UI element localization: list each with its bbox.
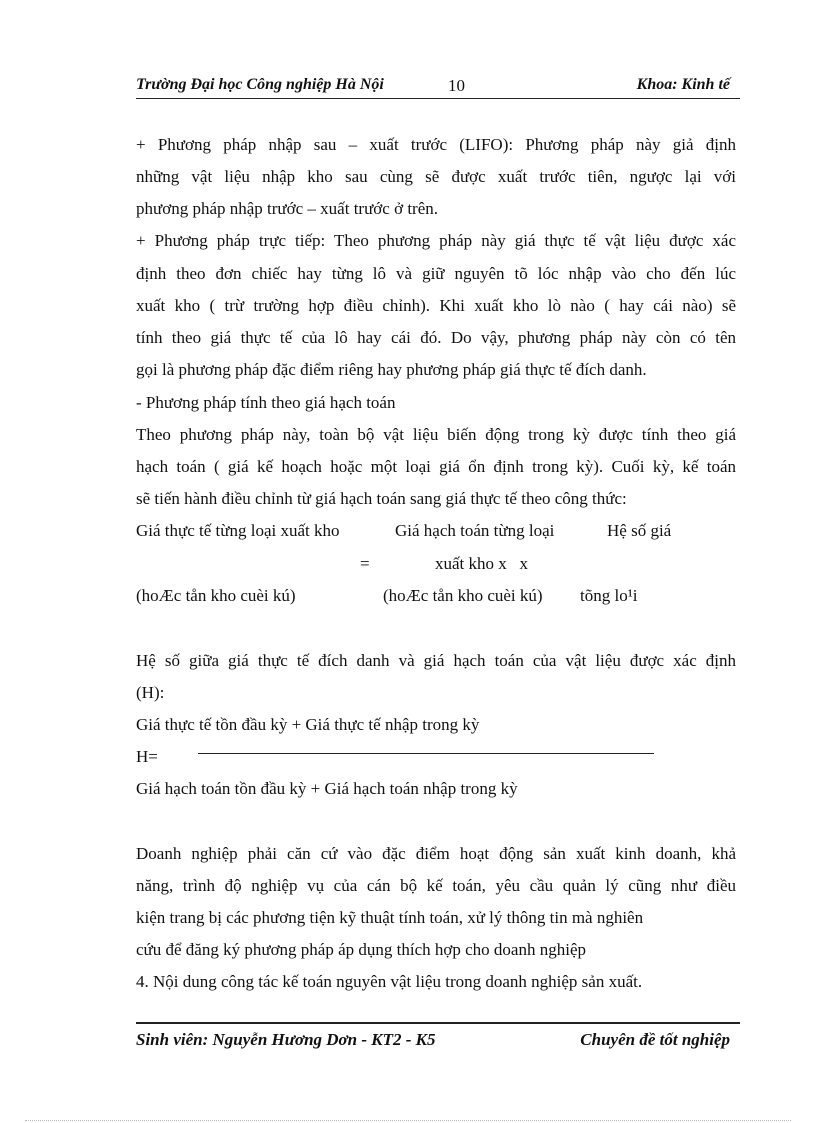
formula1-middle: xuất kho x x <box>435 554 529 573</box>
thesis-title: Chuyên đề tốt nghiệp <box>580 1030 730 1049</box>
coefficient-h-label: H= <box>136 747 158 766</box>
student-name: Sinh viên: Nguyễn Hương Dơn - KT2 - K5 <box>136 1030 436 1049</box>
fraction-line-left <box>198 753 468 754</box>
formula1-col2-top: Giá hạch toán từng loại <box>395 521 555 540</box>
page-header <box>136 72 740 99</box>
lifo-line-3: phương pháp nhập trước – xuất trước ở trên. <box>136 199 438 218</box>
coefficient-numerator: Giá thực tế tồn đầu kỳ + Giá thực tế nhập trong kỳ <box>136 715 480 734</box>
school-name: Trường Đại học Công nghiệp Hà Nội <box>136 76 384 93</box>
direct-line-2: định theo đơn chiếc hay từng lô và giữ nguyên tõ lóc nhập vào cho đến lúc <box>136 264 736 283</box>
formula1-col1-top: Giá thực tế từng loại xuất kho <box>136 521 340 540</box>
accounting-line-3: sẽ tiến hành điều chỉnh từ giá hạch toán sang giá thực tế theo công thức: <box>136 489 627 508</box>
conclusion-line-2: năng, trình độ nghiệp vụ của cán bộ kế toán, yêu cầu quản lý cũng như điều <box>136 876 736 895</box>
page-edge-divider <box>25 1120 791 1121</box>
accounting-line-1: Theo phương pháp này, toàn bộ vật liệu biến động trong kỳ được tính theo giá <box>136 425 736 444</box>
coefficient-line-2: (H): <box>136 683 165 702</box>
faculty-name: Khoa: Kinh tế <box>636 76 730 93</box>
page-footer <box>136 1022 740 1052</box>
lifo-line-1: + Phương pháp nhập sau – xuất trước (LIFO): Phương pháp này giả định <box>136 135 736 154</box>
formula1-equals: = <box>360 554 370 573</box>
conclusion-line-4: cứu để đăng ký phương pháp áp dụng thích hợp cho doanh nghiệp <box>136 940 586 959</box>
direct-line-5: gọi là phương pháp đặc điểm riêng hay phương pháp giá thực tế đích danh. <box>136 360 647 379</box>
direct-line-4: tính theo giá thực tế của lô hay cái đó. Do vậy, phương pháp này còn có tên <box>136 328 736 347</box>
conclusion-line-3: kiện trang bị các phương tiện kỹ thuật tính toán, xử lý thông tin mà nghiên <box>136 908 644 927</box>
formula1-col1-bottom: (hoÆc tån kho cuèi kú) <box>136 586 296 605</box>
coefficient-denominator: Giá hạch toán tồn đầu kỳ + Giá hạch toán nhập trong kỳ <box>136 779 518 798</box>
accounting-line-2: hạch toán ( giá kế hoạch hoặc một loại giá ổn định trong kỳ). Cuối kỳ, kế toán <box>136 457 736 476</box>
formula1-col2-bottom: (hoÆc tån kho cuèi kú) <box>383 586 543 605</box>
direct-line-1: + Phương pháp trực tiếp: Theo phương pháp này giá thực tế vật liệu được xác <box>136 231 736 250</box>
accounting-heading: - Phương pháp tính theo giá hạch toán <box>136 393 396 412</box>
formula1-col3-bottom: tõng lo¹i <box>580 586 638 605</box>
page-number: 10 <box>448 76 465 95</box>
formula1-col3-top: Hệ số giá <box>607 521 672 540</box>
conclusion-line-1: Doanh nghiệp phải căn cứ vào đặc điểm hoạt động sản xuất kinh doanh, khả <box>136 844 736 863</box>
direct-line-3: xuất kho ( trừ trường hợp điều chỉnh). Khi xuất kho lò nào ( hay cái nào) sẽ <box>136 296 736 315</box>
section-4-heading: 4. Nội dung công tác kế toán nguyên vật liệu trong doanh nghiệp sản xuất. <box>136 972 643 991</box>
lifo-line-2: những vật liệu nhập kho sau cùng sẽ được xuất trước tiên, ngược lại với <box>136 167 736 186</box>
fraction-line-right <box>468 753 654 754</box>
coefficient-line-1: Hệ số giữa giá thực tế đích danh và giá hạch toán của vật liệu được xác định <box>136 651 736 670</box>
